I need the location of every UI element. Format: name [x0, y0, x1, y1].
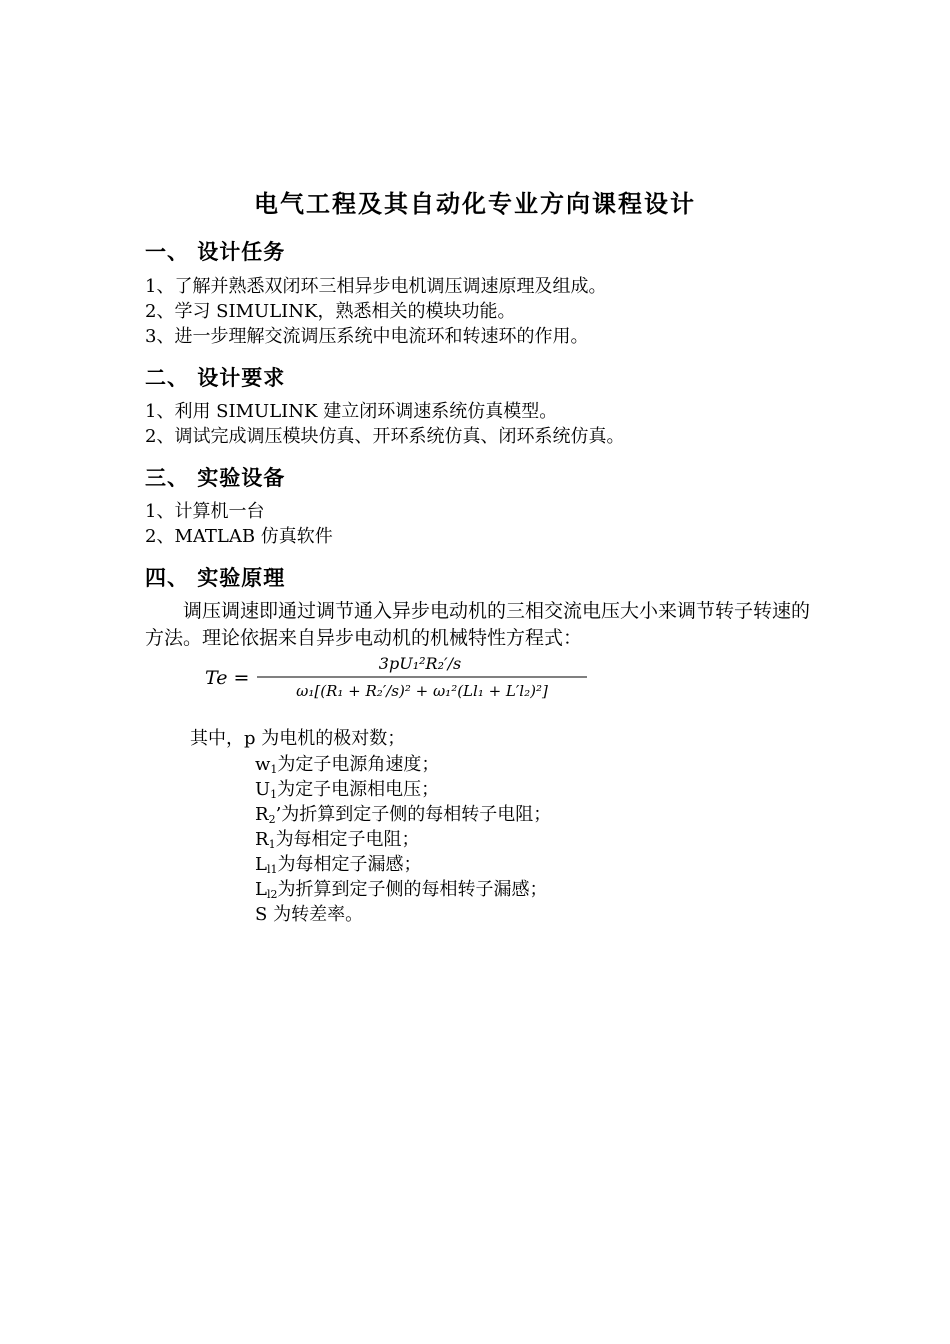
list-item: 2、调试完成调压模块仿真、开环系统仿真、闭环系统仿真。 — [145, 426, 625, 447]
definition-item: S 为转差率。 — [255, 904, 364, 925]
definition-item: $w_1$为定子电源角速度； — [255, 754, 440, 776]
section-heading-requirements: 二、 设计要求 — [145, 366, 286, 390]
section-heading-principle: 四、 实验原理 — [145, 566, 286, 590]
definition-item: $R_2$’为折算到定子侧的每相转子电阻； — [255, 804, 552, 826]
list-item: 2、学习 SIMULINK，熟悉相关的模块功能。 — [145, 301, 516, 322]
list-item: 1、利用 SIMULINK 建立闭环调速系统仿真模型。 — [145, 401, 558, 422]
definition-item: $L_{l1}$为每相定子漏感； — [255, 854, 422, 876]
definition-item: $U_1$为定子电源相电压； — [255, 779, 440, 801]
formula-denominator: ω₁[(R₁ + R₂′/s)² + ω₁²(Ll₁ + L′l₂)²] — [296, 682, 548, 700]
where-intro: 其中，p 为电机的极对数； — [190, 728, 406, 749]
section-heading-tasks: 一、 设计任务 — [145, 240, 286, 264]
document-title: 电气工程及其自动化专业方向课程设计 — [254, 190, 696, 218]
list-item: 1、计算机一台 — [145, 501, 265, 522]
list-item: 1、了解并熟悉双闭环三相异步电机调压调速原理及组成。 — [145, 276, 607, 297]
section-heading-equipment: 三、 实验设备 — [145, 466, 286, 490]
list-item: 3、进一步理解交流调压系统中电流环和转速环的作用。 — [145, 326, 589, 347]
definition-item: $R_1$为每相定子电阻； — [255, 829, 420, 851]
list-item: 2、MATLAB 仿真软件 — [145, 526, 333, 547]
formula-numerator: 3pU₁²R₂′/s — [378, 654, 462, 673]
definition-item: $L_{l2}$为折算到定子侧的每相转子漏感； — [255, 879, 548, 901]
principle-paragraph: 调压调速即通过调节通入异步电动机的三相交流电压大小来调节转子转速的方法。理论依据来自异步电动机的机械特性方程式： — [145, 600, 811, 649]
formula-lhs: Te = — [205, 667, 250, 689]
torque-formula — [205, 652, 605, 702]
